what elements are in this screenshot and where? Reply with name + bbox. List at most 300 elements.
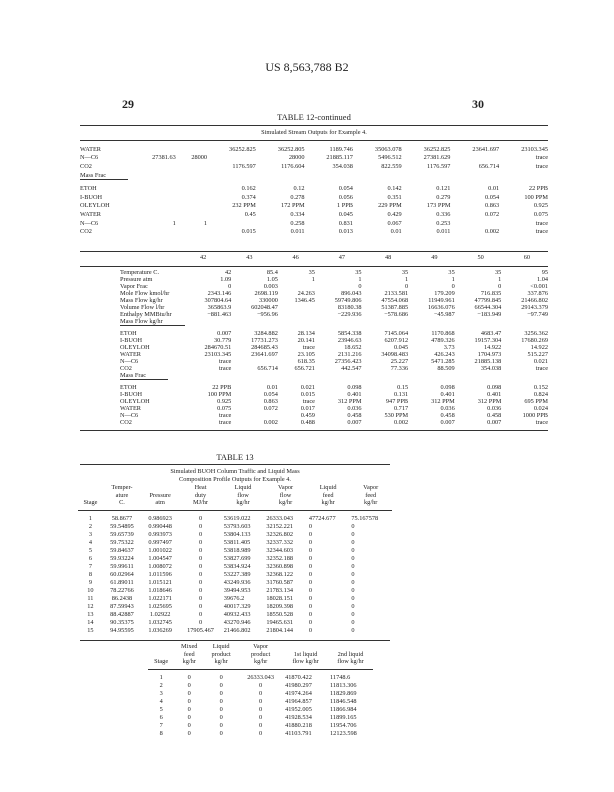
table-cell: 1 <box>404 276 409 283</box>
table-cell: 2 <box>88 523 93 530</box>
row-label-text: N—C6 <box>80 154 99 162</box>
table-row <box>78 510 392 523</box>
table-cell: −956.96 <box>257 311 278 318</box>
table-cell: 0 <box>187 706 191 713</box>
table-cell <box>233 318 280 325</box>
page-number-right: 30 <box>472 97 484 111</box>
column-header-line: Vapor <box>253 643 269 650</box>
table-cell: 0.007 <box>440 419 455 426</box>
table-cell: 1.015121 <box>148 579 172 586</box>
row-label <box>118 330 187 337</box>
table13-part1 <box>78 484 392 635</box>
table-cell: 0.488 <box>300 419 315 426</box>
table-cell: 1.02922 <box>149 611 171 618</box>
table-row <box>78 210 550 219</box>
table-cell: trace <box>535 162 548 170</box>
table-cell: 17680.269 <box>521 337 548 344</box>
column-header <box>264 484 307 510</box>
table-cell: 0.374 <box>241 193 256 201</box>
table-cell: 656.714 <box>478 162 500 170</box>
table-row <box>78 563 392 571</box>
stream-number: 49 <box>431 254 438 261</box>
row-label <box>78 171 134 180</box>
table-cell: 0.162 <box>241 185 256 193</box>
table-cell: 20.141 <box>297 337 315 344</box>
table-cell: 28000 <box>288 154 305 162</box>
table12-caption-rule <box>80 140 548 141</box>
table-cell: 34098.483 <box>381 351 409 358</box>
table-cell: 41980.297 <box>285 682 312 689</box>
table-cell: trace <box>219 358 232 365</box>
table-cell: 0.45 <box>244 210 256 218</box>
table-row <box>78 193 550 202</box>
row-label-text: CO2 <box>80 162 92 170</box>
table-cell: 3284.882 <box>254 330 278 337</box>
stream-number: 48 <box>384 254 392 261</box>
table-cell: 24.263 <box>297 290 315 297</box>
table-cell: 0 <box>198 555 203 562</box>
table-cell: 0.075 <box>533 210 548 218</box>
table-cell: 0.002 <box>393 419 409 426</box>
table-row <box>118 372 550 379</box>
table-cell: 43270.946 <box>223 619 251 626</box>
table-row <box>78 202 550 211</box>
table-cell: 1 <box>172 219 176 227</box>
table-cell: 36252.805 <box>277 145 305 153</box>
column-header-line: Liquid <box>212 643 230 650</box>
table-row <box>148 714 373 722</box>
table-cell <box>134 202 178 211</box>
table-cell: 100 PPM <box>524 193 548 201</box>
table-cell: trace <box>535 219 548 227</box>
table-cell: 17905.467 <box>187 627 214 634</box>
table-cell: 59.54895 <box>110 523 134 530</box>
table-cell: 0 <box>351 571 355 578</box>
column-header-line: Heat <box>194 484 207 491</box>
row-label-text: OLEYLOH <box>80 202 110 210</box>
table12-header-rule <box>80 266 548 267</box>
table-cell: 77.336 <box>390 365 409 372</box>
table-cell <box>364 318 411 325</box>
table-cell: 0 <box>308 539 312 546</box>
table-cell <box>178 227 209 236</box>
table-cell: 8 <box>159 730 163 737</box>
table-cell: 284670.51 <box>204 344 232 351</box>
table-cell: 23641.697 <box>472 145 500 153</box>
table12-stream-header <box>118 254 550 261</box>
table-row <box>78 531 392 539</box>
table-cell: 5 <box>159 706 163 713</box>
table-cell <box>501 171 550 180</box>
row-label <box>78 219 134 228</box>
table-cell <box>134 193 178 202</box>
table-cell <box>134 210 178 219</box>
table-cell: 0.131 <box>393 391 409 398</box>
table-cell: 0 <box>198 523 203 530</box>
table-cell: 0 <box>219 730 223 737</box>
table-cell: 61.89011 <box>110 579 134 586</box>
table-row <box>148 690 373 698</box>
row-label-text: I-BUOH <box>120 391 143 398</box>
row-label-text: N—C6 <box>120 358 139 365</box>
table-row <box>118 412 550 419</box>
table-cell: 0.036 <box>487 405 502 412</box>
table-cell: 14.922 <box>530 344 548 351</box>
stream-number: 47 <box>338 254 346 261</box>
column-header-line: kg/hr <box>253 658 268 665</box>
table-cell: 59.75322 <box>110 539 134 546</box>
row-label <box>118 365 187 372</box>
column-header-line: Temper- <box>111 484 133 491</box>
table-cell: 21885.117 <box>326 154 353 162</box>
table-cell: 16636.076 <box>427 304 455 311</box>
table-cell <box>452 171 501 180</box>
column-header-line: MJ/hr <box>192 499 209 506</box>
table-cell: 1.09 <box>220 276 232 283</box>
table-cell: 47554.068 <box>381 297 409 304</box>
table-cell: 32344.603 <box>266 547 294 554</box>
table-cell <box>134 162 178 171</box>
table-cell: 0 <box>259 706 263 713</box>
table-cell: 0 <box>198 619 203 626</box>
row-label <box>78 154 134 163</box>
table-cell: 23103.345 <box>204 351 232 358</box>
table-cell: 6 <box>159 714 163 721</box>
table-cell: 1189.746 <box>329 145 353 153</box>
table-row <box>118 304 550 311</box>
table-cell: 26333.043 <box>266 515 294 522</box>
table-cell: 0 <box>308 531 312 538</box>
table-cell: 4683.47 <box>480 330 502 337</box>
table-cell <box>280 372 317 379</box>
table-cell: 0 <box>351 619 355 626</box>
table-cell: 41974.264 <box>285 690 312 697</box>
row-label-text: N—C6 <box>80 219 99 227</box>
table-cell <box>452 219 501 228</box>
column-header-line: kg/hr <box>214 658 228 665</box>
column-header-line: Mixed <box>181 643 198 650</box>
table-cell <box>317 318 364 325</box>
row-label <box>118 283 187 290</box>
table-cell: 47799.845 <box>474 297 502 304</box>
table-cell: 0 <box>308 547 312 554</box>
table-cell: 1 <box>203 219 208 227</box>
table-cell: 1176.597 <box>427 162 451 170</box>
table-cell: 11813.306 <box>330 682 357 689</box>
table-cell: 11949.961 <box>428 297 455 304</box>
row-label <box>78 202 134 211</box>
table-cell: 947 PPB <box>385 398 409 405</box>
table-row <box>148 682 373 690</box>
table-cell: 53827.699 <box>223 555 251 562</box>
row-label <box>118 344 187 351</box>
table-cell: 53793.603 <box>223 523 251 530</box>
table-cell: <0.001 <box>530 283 548 290</box>
table-cell: 0 <box>187 714 191 721</box>
table-cell <box>317 372 364 379</box>
row-label-text: ETOH <box>120 384 137 391</box>
table-cell: 656.714 <box>257 365 278 372</box>
table-cell: 0.986923 <box>148 515 172 522</box>
table-cell: 1.032745 <box>148 619 172 626</box>
table-cell: 15 <box>87 627 94 634</box>
table-cell <box>452 154 501 163</box>
table-cell: 0 <box>351 595 355 602</box>
table13-part2 <box>148 643 373 738</box>
table-cell: 0.067 <box>387 219 402 227</box>
row-label <box>78 162 134 171</box>
row-label-text: Volume Flow l/hr <box>120 304 165 311</box>
table-cell: 85.4 <box>266 269 278 276</box>
table-row <box>78 227 550 236</box>
table-cell <box>307 171 355 180</box>
table-cell: 0.098 <box>487 384 502 391</box>
column-header-line: flow <box>279 491 292 499</box>
table-cell: 0 <box>198 539 203 546</box>
table-cell: 32352.188 <box>266 555 294 562</box>
column-header-line: flow kg/hr <box>292 658 319 665</box>
column-header <box>349 484 392 510</box>
table-cell: 17731.273 <box>251 337 278 344</box>
table-cell: 0 <box>308 611 312 618</box>
table-cell: 3 <box>88 531 93 538</box>
table-row <box>118 365 550 372</box>
table13-mid-rule <box>80 640 390 641</box>
table-cell <box>178 145 209 154</box>
table-cell: 22 PPB <box>212 384 232 391</box>
row-label-text: Vapor Frac <box>120 283 148 290</box>
table-row <box>78 184 550 193</box>
table-row <box>148 730 373 738</box>
table-cell: 35 <box>495 269 502 276</box>
table-row <box>78 162 550 171</box>
column-header-line <box>80 484 101 492</box>
table-cell: 13 <box>87 611 94 618</box>
table-cell: 19465.631 <box>266 619 294 626</box>
row-label-text: Enthalpy MMBtu/hr <box>120 311 172 318</box>
table-cell: 21804.144 <box>266 627 294 634</box>
table-cell: 0.007 <box>487 419 502 426</box>
table-cell: 41103.791 <box>285 730 312 737</box>
table-cell: 0.997497 <box>148 539 172 546</box>
table-row <box>118 283 550 290</box>
table-cell: 1.04 <box>536 276 548 283</box>
table-cell <box>280 311 317 318</box>
table-row <box>78 171 550 180</box>
table-cell: 2343.146 <box>207 290 232 297</box>
table-cell: 28.134 <box>297 330 315 337</box>
table-row <box>118 269 550 276</box>
row-label-text: Mass Flow kg/hr <box>120 318 185 326</box>
table-cell: 75.167578 <box>351 515 379 522</box>
table-cell: 0 <box>198 579 203 586</box>
table-cell: 41952.005 <box>285 706 312 713</box>
table-cell: −183.949 <box>477 311 502 318</box>
table-cell: 11829.869 <box>330 690 357 697</box>
table-cell: 36252.825 <box>423 145 451 153</box>
table-cell: 0.121 <box>436 185 451 193</box>
row-label <box>118 405 187 412</box>
table-cell: 41870.422 <box>285 674 312 681</box>
table-row <box>78 555 392 563</box>
table-cell: 0 <box>198 547 203 554</box>
table-cell: 12123.598 <box>330 730 357 737</box>
table-cell: 0 <box>351 587 355 594</box>
table-cell <box>134 184 178 193</box>
row-label <box>118 337 187 344</box>
table-cell: 0.253 <box>436 219 451 227</box>
row-label <box>78 184 134 193</box>
table-cell: 330000 <box>258 297 278 304</box>
table-cell: 0 <box>308 523 312 530</box>
table-cell: 40932.433 <box>223 611 251 618</box>
table-cell: trace <box>535 228 548 236</box>
table12-bottom-rule <box>80 430 548 431</box>
table-cell: 0 <box>259 730 263 737</box>
table-cell: 0.278 <box>290 193 305 201</box>
row-label-text: ETOH <box>120 330 137 337</box>
row-label <box>118 304 187 311</box>
table-row <box>148 669 373 682</box>
table-cell: 3.73 <box>443 344 455 351</box>
table-row <box>78 523 392 531</box>
table-cell: 43249.936 <box>223 579 251 586</box>
table-cell: 32326.802 <box>266 531 294 538</box>
table-cell: 0.098 <box>347 384 362 391</box>
table-cell: 0.015 <box>300 391 315 398</box>
table13-title: TABLE 13 <box>216 452 254 462</box>
column-header <box>174 643 204 669</box>
table-cell: 1170.868 <box>431 330 455 337</box>
table-cell: 1 <box>311 276 315 283</box>
table-cell: 53804.133 <box>223 531 251 538</box>
table-cell <box>280 283 317 290</box>
table-cell: 21885.138 <box>474 358 502 365</box>
table-cell <box>209 154 258 163</box>
table-cell: 1.001022 <box>148 547 172 554</box>
row-label-text: ETOH <box>80 185 97 193</box>
table-cell: trace <box>219 419 232 426</box>
table-cell <box>134 227 178 236</box>
table-cell: 0 <box>308 603 312 610</box>
column-header <box>222 484 265 510</box>
row-label-text: CO2 <box>80 228 92 236</box>
table-cell: 2 <box>159 682 163 689</box>
table-cell: 0 <box>308 595 312 602</box>
table-row <box>148 706 373 714</box>
stream-number: 46 <box>292 254 299 261</box>
table-cell: 18550.528 <box>266 611 294 618</box>
table-cell: trace <box>302 398 315 405</box>
row-label-text: WATER <box>80 145 101 153</box>
stream-number: 43 <box>246 254 253 261</box>
table-cell: 0.831 <box>338 219 353 227</box>
table-cell: 0.152 <box>533 384 548 391</box>
row-label <box>118 412 187 419</box>
table-row <box>78 619 392 627</box>
table-cell: 0 <box>351 627 355 634</box>
table-cell <box>233 372 280 379</box>
table-cell: 59749.806 <box>334 297 362 304</box>
column-header-line: Liquid <box>234 484 252 491</box>
table-cell: 0.01 <box>488 185 500 193</box>
table-row <box>118 311 550 318</box>
table-cell: 0 <box>351 531 355 538</box>
table-cell: 35 <box>401 269 409 276</box>
table-row <box>78 145 550 154</box>
table12-caption: Simulated Stream Outputs for Example 4. <box>261 129 367 136</box>
row-label <box>118 358 187 365</box>
table-cell <box>187 372 234 379</box>
table-cell: 32337.332 <box>266 539 294 546</box>
table-cell: 284685.43 <box>251 344 278 351</box>
table-cell: 41928.534 <box>285 714 312 721</box>
table-cell: 31760.587 <box>266 579 294 586</box>
table-cell: 0 <box>219 714 223 721</box>
table-cell: 0.429 <box>387 210 402 218</box>
column-header-line: kg/hr <box>182 658 196 665</box>
table-cell <box>178 171 209 180</box>
table-cell: 1 PPB <box>337 202 353 210</box>
table-cell: 0 <box>259 690 263 697</box>
row-label-text: CO2 <box>120 365 132 372</box>
row-label-text: WATER <box>120 405 141 412</box>
table-cell: 27381.629 <box>423 154 451 162</box>
table-cell: 312 PPM <box>477 398 502 405</box>
column-header-line: product <box>211 650 231 658</box>
column-header-line: flow kg/hr <box>337 658 364 665</box>
table13-caption-line2: Composition Profile Outputs for Example 4. <box>179 476 291 483</box>
table-cell: 1 <box>159 674 163 681</box>
column-header-line <box>330 643 371 651</box>
table-cell: 0 <box>187 730 191 737</box>
row-label <box>78 210 134 219</box>
table-row <box>148 722 373 730</box>
table-cell: 18028.151 <box>266 595 294 602</box>
table-cell: 53834.924 <box>223 563 251 570</box>
table-cell: 0.002 <box>263 419 278 426</box>
table12-upper <box>78 145 550 236</box>
stream-number: 60 <box>523 254 531 261</box>
table-cell: 12 <box>87 603 94 610</box>
table-cell: 0 <box>498 283 502 290</box>
table-cell: 0 <box>198 531 203 538</box>
table-cell: 7 <box>159 722 163 729</box>
table-cell: 88.509 <box>437 365 455 372</box>
table-cell: 173 PPM <box>426 202 451 210</box>
table-cell: 0 <box>308 619 312 626</box>
table-cell: 822.559 <box>381 162 402 170</box>
row-label-text: Mass Frac <box>80 172 128 180</box>
table-cell: 5496.512 <box>378 154 402 162</box>
table-cell: 0 <box>351 563 355 570</box>
table12-mid-rule <box>80 251 548 252</box>
table-cell: 618.35 <box>297 358 315 365</box>
column-header-line: atm <box>155 499 165 506</box>
table-cell: 1176.597 <box>232 162 256 170</box>
table-cell: 0 <box>198 611 203 618</box>
table-cell: trace <box>535 419 548 426</box>
table-cell <box>355 171 404 180</box>
table-row <box>118 405 550 412</box>
table-cell <box>457 318 504 325</box>
table-cell: 0.458 <box>347 412 362 419</box>
row-label-text: I-BUOH <box>120 337 143 344</box>
table-cell: 0 <box>219 682 223 689</box>
column-header-line <box>143 484 177 492</box>
table-cell: 58.8677 <box>111 515 133 522</box>
table-cell: 0.15 <box>397 384 409 391</box>
